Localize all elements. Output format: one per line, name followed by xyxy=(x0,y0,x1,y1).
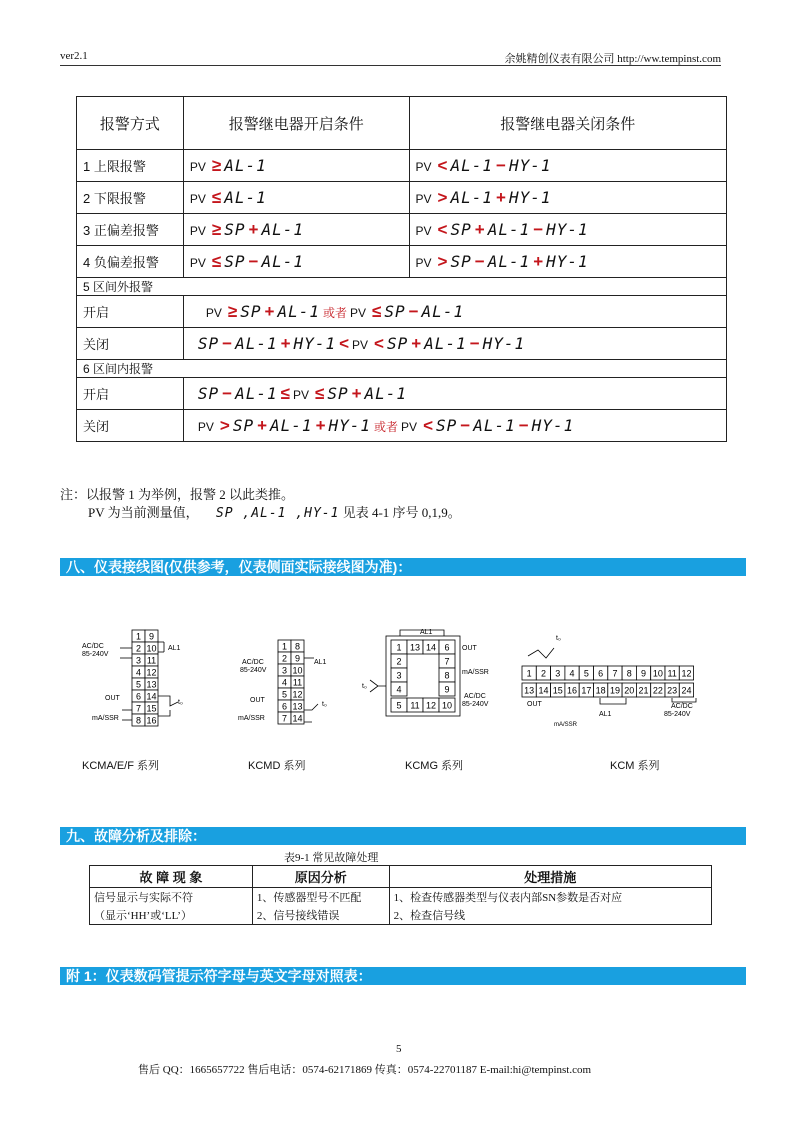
operator-symbol: > xyxy=(437,187,448,207)
parameter-code: AL-1 xyxy=(487,251,531,271)
kcma-terminal-number: 11 xyxy=(146,655,157,666)
kcm-terminal-number: 13 xyxy=(524,685,535,696)
kcm-terminal-number: 9 xyxy=(641,668,647,679)
on-condition xyxy=(183,150,409,182)
pv-symbol: PV xyxy=(189,255,206,270)
company-header: 余姚精创仪表有限公司 http://ww.tempinst.com xyxy=(504,53,721,65)
kcm-terminal-number: 10 xyxy=(652,668,663,679)
header-mode: 报警方式 xyxy=(77,97,184,150)
table-row xyxy=(77,182,727,214)
alarm-table-header xyxy=(77,97,727,150)
operator-symbol: − xyxy=(474,251,485,271)
parameter-code: SP xyxy=(232,415,255,435)
kcm-voltage-label: 85-240V xyxy=(664,711,691,718)
operator-symbol: < xyxy=(339,333,350,353)
caption-kcma: KCMA/E/F 系列 xyxy=(82,760,160,772)
cause: 1、传感器型号不匹配 xyxy=(252,888,389,907)
kcmd-voltage-label: 85-240V xyxy=(240,667,267,674)
alarm-mode: 2 下限报警 xyxy=(77,182,184,214)
kcma-terminal-number: 4 xyxy=(135,667,142,678)
kcmd-terminal-number: 5 xyxy=(281,689,288,700)
parameter-code: SP xyxy=(197,333,220,353)
kcmg-terminal-grid xyxy=(391,640,455,712)
caption-kcm: KCM 系列 xyxy=(610,760,660,772)
row-label-open: 开启 xyxy=(77,296,184,328)
pv-symbol: PV xyxy=(349,305,366,320)
parameter-code: HY-1 xyxy=(508,155,552,175)
cause: 2、信号接线错误 xyxy=(252,906,389,925)
kcm-terminal-number: 3 xyxy=(555,668,561,679)
parameter-code: SP xyxy=(224,219,246,239)
parameter-code: AL-1 xyxy=(261,251,304,271)
pv-symbol: PV xyxy=(189,191,206,206)
kcmd-acdc-label: AC/DC xyxy=(242,659,264,666)
kcma-terminal-number: 9 xyxy=(148,631,155,642)
operator-symbol: − xyxy=(460,415,471,435)
kcma-terminal-number: 13 xyxy=(146,679,157,690)
parameter-code: AL-1 xyxy=(261,219,304,239)
parameter-code: AL-1 xyxy=(270,415,313,435)
on-condition xyxy=(183,246,409,278)
kcmd-out-label: OUT xyxy=(250,697,265,704)
table-row xyxy=(77,214,727,246)
section5-title: 5 区间外报警 xyxy=(77,278,727,296)
kcmg-terminal-number: 10 xyxy=(441,700,453,711)
appendix-heading: 附 1：仪表数码管提示符字母与英文字母对照表： xyxy=(60,967,746,985)
or-label: 或者 xyxy=(322,305,347,320)
operator-symbol: ≤ xyxy=(280,383,290,403)
operator-symbol: ≤ xyxy=(211,251,222,271)
pv-symbol: PV xyxy=(189,223,206,238)
parameter-code: AL-1 xyxy=(421,301,465,321)
kcmg-al-label: AL1 xyxy=(420,629,433,636)
kcmg-terminal-number: 11 xyxy=(410,700,420,711)
alarm-table xyxy=(76,96,727,442)
kcm-terminal-number: 23 xyxy=(667,685,678,696)
kcmg-terminal-number: 14 xyxy=(425,642,437,653)
table-row xyxy=(90,906,712,925)
section5-close-condition xyxy=(183,328,726,360)
kcmd-terminal-number: 13 xyxy=(292,701,303,712)
kcm-terminal-number: 17 xyxy=(581,685,592,696)
operator-symbol: − xyxy=(408,301,419,321)
kcmg-thermo-label: t₀ xyxy=(362,683,367,690)
parameter-code: AL-1 xyxy=(235,333,278,353)
version-label: ver2.1 xyxy=(60,50,88,62)
kcmg-terminal-number: 12 xyxy=(425,700,437,711)
page-number: 5 xyxy=(396,1043,402,1055)
header-on: 报警继电器开启条件 xyxy=(183,97,409,150)
kcma-terminal-number: 15 xyxy=(146,703,157,714)
kcm-terminal-grid xyxy=(522,666,694,697)
operator-symbol: ≥ xyxy=(211,155,222,175)
kcma-terminal-number: 8 xyxy=(135,715,142,726)
pv-symbol: PV xyxy=(415,159,432,174)
row-label-close: 关闭 xyxy=(77,328,184,360)
kcma-terminal-number: 7 xyxy=(135,703,142,714)
parameter-code: AL-1 xyxy=(364,383,408,403)
off-condition xyxy=(409,246,726,278)
kcmd-terminal-number: 2 xyxy=(281,653,288,664)
header-symptom: 故 障 现 象 xyxy=(90,866,253,888)
operator-symbol: − xyxy=(222,383,233,403)
pv-symbol: PV xyxy=(197,419,214,434)
action: 2、检查信号线 xyxy=(389,906,711,925)
kcm-terminal-number: 11 xyxy=(667,668,677,679)
kcmg-terminal-number: 9 xyxy=(444,684,450,695)
kcma-diagram xyxy=(82,630,183,726)
caption-kcmd: KCMD 系列 xyxy=(248,760,306,772)
or-label: 或者 xyxy=(374,419,399,434)
operator-symbol: + xyxy=(248,219,259,239)
operator-symbol: + xyxy=(315,415,326,435)
operator-symbol: − xyxy=(248,251,259,271)
parameter-code: AL-1 xyxy=(450,155,494,175)
fault-table-caption: 表9-1 常见故障处理 xyxy=(284,852,379,864)
kcma-terminal-number: 12 xyxy=(146,667,157,678)
kcmg-diagram xyxy=(362,629,489,716)
pv-symbol: PV xyxy=(205,305,222,320)
header-cause: 原因分析 xyxy=(252,866,389,888)
kcm-terminal-number: 1 xyxy=(526,668,532,679)
kcm-out-label: OUT xyxy=(527,701,542,708)
table-row xyxy=(77,150,727,182)
operator-symbol: ≥ xyxy=(211,219,222,239)
kcma-terminal-grid xyxy=(132,630,158,726)
parameter-code: AL-1 xyxy=(277,301,320,321)
kcma-acdc-label: AC/DC xyxy=(82,643,104,650)
operator-symbol: − xyxy=(469,333,480,353)
parameter-code: SP xyxy=(384,301,406,321)
kcm-terminal-number: 22 xyxy=(652,685,663,696)
kcmd-thermo-label: t₀ xyxy=(322,701,327,708)
kcmg-terminal-number: 3 xyxy=(396,670,402,681)
operator-symbol: − xyxy=(518,415,529,435)
section6-title: 6 区间内报警 xyxy=(77,360,727,378)
kcm-diagram xyxy=(522,635,696,728)
operator-symbol: > xyxy=(437,251,448,271)
caption-kcmg: KCMG 系列 xyxy=(405,760,464,772)
operator-symbol: − xyxy=(496,155,506,175)
operator-symbol: + xyxy=(496,187,506,207)
parameter-code: HY-1 xyxy=(508,187,552,207)
section6-close-condition xyxy=(183,410,726,442)
operator-symbol: < xyxy=(423,415,433,435)
kcma-terminal-number: 5 xyxy=(135,679,142,690)
kcmd-ssr-label: mA/SSR xyxy=(238,715,265,722)
kcm-terminal-number: 24 xyxy=(681,685,692,696)
kcm-terminal-number: 19 xyxy=(609,685,620,696)
row-label-open: 开启 xyxy=(77,378,184,410)
pv-symbol: PV xyxy=(352,337,369,352)
parameter-code: HY-1 xyxy=(328,415,372,435)
kcm-terminal-number: 2 xyxy=(540,668,546,679)
parameter-code: SP xyxy=(436,415,458,435)
pv-symbol: PV xyxy=(415,191,432,206)
parameter-code: AL-1 xyxy=(487,219,531,239)
kcmg-out-label: OUT xyxy=(462,645,477,652)
pv-symbol: PV xyxy=(415,223,432,238)
parameter-code: HY-1 xyxy=(293,333,337,353)
kcmg-terminal-number: 1 xyxy=(396,642,402,653)
note-line-2-suffix: 见表 4-1 序号 0,1,9。 xyxy=(342,505,461,520)
footer-contact: 售后 QQ：1665657722 售后电话：0574-62171869 传真：0574-22701187 E-mail:hi@tempinst.com xyxy=(138,1064,592,1076)
off-condition xyxy=(409,182,726,214)
section-row xyxy=(77,278,727,296)
parameter-code: AL-1 xyxy=(224,155,267,175)
parameter-code: HY-1 xyxy=(531,415,575,435)
header-action: 处理措施 xyxy=(389,866,711,888)
pv-symbol: PV xyxy=(189,159,206,174)
kcmd-terminal-number: 1 xyxy=(281,641,288,652)
kcmg-terminal-number: 5 xyxy=(396,700,402,711)
parameter-code: SP xyxy=(386,333,409,353)
kcma-terminal-number: 1 xyxy=(135,631,142,642)
operator-symbol: < xyxy=(437,219,448,239)
operator-symbol: + xyxy=(411,333,422,353)
operator-symbol: ≤ xyxy=(372,301,382,321)
section-row xyxy=(77,360,727,378)
parameter-code: SP xyxy=(224,251,246,271)
kcma-terminal-number: 3 xyxy=(135,655,142,666)
kcmg-terminal-number: 4 xyxy=(396,684,402,695)
note-line-2-prefix: PV 为当前测量值， xyxy=(88,505,199,520)
kcma-ssr-label: mA/SSR xyxy=(92,715,119,722)
table-row xyxy=(90,888,712,907)
parameter-code: HY-1 xyxy=(546,251,589,271)
kcmd-terminal-number: 3 xyxy=(281,665,288,676)
row-label-close: 关闭 xyxy=(77,410,184,442)
parameter-code: AL-1 xyxy=(450,187,494,207)
table-row xyxy=(77,296,727,328)
kcmd-diagram xyxy=(238,640,327,724)
kcmg-terminal-number: 6 xyxy=(444,642,450,653)
kcma-thermo-label: t₀ xyxy=(178,699,183,706)
parameter-code: AL-1 xyxy=(224,187,267,207)
kcmg-terminal-number: 2 xyxy=(396,656,402,667)
kcm-al-label: AL1 xyxy=(599,711,612,718)
pv-symbol: PV xyxy=(415,255,432,270)
kcmg-terminal-number: 8 xyxy=(444,670,450,681)
operator-symbol: + xyxy=(533,251,544,271)
kcma-terminal-number: 2 xyxy=(135,643,142,654)
operator-symbol: < xyxy=(374,333,384,353)
parameter-code: SP xyxy=(450,219,472,239)
operator-symbol: + xyxy=(264,301,275,321)
kcmd-terminal-grid xyxy=(278,640,304,724)
kcm-terminal-number: 5 xyxy=(583,668,589,679)
kcma-terminal-number: 16 xyxy=(146,715,157,726)
kcmd-al-label: AL1 xyxy=(314,659,327,666)
kcmd-terminal-number: 6 xyxy=(281,701,288,712)
note-codes: SP ,AL-1 ,HY-1 xyxy=(215,506,340,521)
parameter-code: SP xyxy=(240,301,262,321)
section5-open-condition xyxy=(183,296,726,328)
kcm-terminal-number: 4 xyxy=(569,668,575,679)
parameter-code: AL-1 xyxy=(235,383,278,403)
pv-symbol: PV xyxy=(401,419,418,434)
operator-symbol: − xyxy=(533,219,544,239)
kcmg-acdc-label: AC/DC xyxy=(464,693,486,700)
kcm-terminal-number: 18 xyxy=(595,685,606,696)
section9-heading: 九、故障分析及排除： xyxy=(60,827,746,845)
kcm-terminal-number: 7 xyxy=(612,668,618,679)
symptom: 信号显示与实际不符 xyxy=(90,888,253,907)
operator-symbol: − xyxy=(222,333,233,353)
kcmd-terminal-number: 10 xyxy=(292,665,303,676)
operator-symbol: + xyxy=(351,383,362,403)
operator-symbol: ≥ xyxy=(227,301,238,321)
kcmd-terminal-number: 7 xyxy=(281,713,288,724)
fault-table-header xyxy=(90,866,712,888)
kcm-thermo-label: t₀ xyxy=(556,635,561,642)
on-condition xyxy=(183,214,409,246)
symptom: （显示‘HH’或‘LL’） xyxy=(90,906,253,925)
section6-open-condition xyxy=(183,378,726,410)
kcmd-terminal-number: 8 xyxy=(294,641,301,652)
operator-symbol: ≤ xyxy=(211,187,222,207)
kcm-terminal-number: 20 xyxy=(624,685,635,696)
kcma-voltage-label: 85-240V xyxy=(82,651,109,658)
kcm-acdc-label: AC/DC xyxy=(671,703,693,710)
kcm-terminal-number: 8 xyxy=(626,668,632,679)
off-condition xyxy=(409,214,726,246)
fault-table xyxy=(89,865,712,925)
kcmd-terminal-number: 4 xyxy=(281,677,288,688)
kcmg-terminal-number: 7 xyxy=(444,656,450,667)
alarm-mode: 4 负偏差报警 xyxy=(77,246,184,278)
note-line-1: 注：以报警 1 为举例，报警 2 以此类推。 xyxy=(60,487,295,502)
note-line-2 xyxy=(88,502,461,521)
kcmd-terminal-number: 9 xyxy=(294,653,301,664)
wiring-diagrams xyxy=(60,618,750,743)
kcma-terminal-number: 10 xyxy=(146,643,157,654)
operator-symbol: + xyxy=(257,415,268,435)
kcmd-terminal-number: 12 xyxy=(292,689,303,700)
parameter-code: HY-1 xyxy=(482,333,526,353)
header-off: 报警继电器关闭条件 xyxy=(409,97,726,150)
table-row xyxy=(77,328,727,360)
table-row xyxy=(77,410,727,442)
kcma-out-label: OUT xyxy=(105,695,120,702)
off-condition xyxy=(409,150,726,182)
kcmg-ssr-label: mA/SSR xyxy=(462,669,489,676)
kcm-terminal-number: 14 xyxy=(538,685,549,696)
kcm-terminal-number: 21 xyxy=(638,685,649,696)
operator-symbol: + xyxy=(474,219,485,239)
section8-heading: 八、仪表接线图(仅供参考，仪表侧面实际接线图为准)： xyxy=(60,558,746,576)
kcmg-terminal-number: 13 xyxy=(409,642,421,653)
alarm-mode: 3 正偏差报警 xyxy=(77,214,184,246)
parameter-code: SP xyxy=(197,383,220,403)
kcma-al-label: AL1 xyxy=(168,645,181,652)
kcma-terminal-number: 6 xyxy=(135,691,142,702)
operator-symbol: < xyxy=(437,155,448,175)
parameter-code: HY-1 xyxy=(546,219,589,239)
operator-symbol: ≤ xyxy=(314,383,325,403)
parameter-code: AL-1 xyxy=(424,333,467,353)
alarm-mode: 1 上限报警 xyxy=(77,150,184,182)
parameter-code: SP xyxy=(450,251,472,271)
table-row xyxy=(77,246,727,278)
table-row xyxy=(77,378,727,410)
on-condition xyxy=(183,182,409,214)
kcm-terminal-number: 16 xyxy=(567,685,578,696)
kcmd-terminal-number: 14 xyxy=(292,713,303,724)
parameter-code: AL-1 xyxy=(473,415,516,435)
pv-symbol: PV xyxy=(292,387,309,402)
kcmd-terminal-number: 11 xyxy=(292,677,303,688)
kcm-terminal-number: 12 xyxy=(681,668,692,679)
kcm-ssr-label: mA/SSR xyxy=(554,722,578,728)
kcm-terminal-number: 15 xyxy=(552,685,563,696)
parameter-code: SP xyxy=(327,383,349,403)
header-rule xyxy=(60,65,721,66)
action: 1、检查传感器类型与仪表内部SN参数是否对应 xyxy=(389,888,711,907)
operator-symbol: > xyxy=(219,415,230,435)
kcmg-voltage-label: 85-240V xyxy=(462,701,489,708)
kcma-terminal-number: 14 xyxy=(146,691,157,702)
operator-symbol: + xyxy=(280,333,291,353)
kcm-terminal-number: 6 xyxy=(598,668,604,679)
